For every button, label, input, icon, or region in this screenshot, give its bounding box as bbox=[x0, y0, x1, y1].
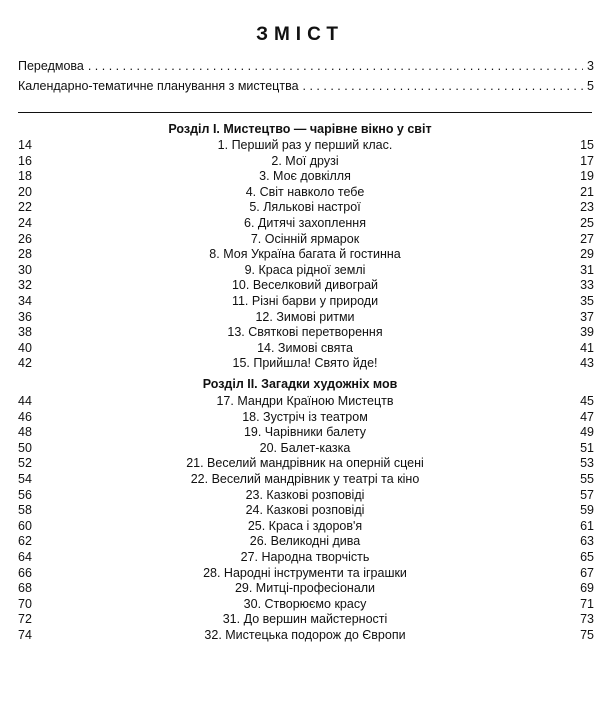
page-number-right: 29 bbox=[580, 247, 594, 262]
page-number-right: 21 bbox=[580, 184, 594, 199]
page-number-left: 64 bbox=[18, 550, 32, 564]
lesson-topic: 32. Мистецька подорож до Європи bbox=[204, 628, 406, 642]
page-number-right: 23 bbox=[580, 200, 594, 215]
dot-leader bbox=[88, 57, 583, 75]
toc-row bbox=[18, 549, 594, 565]
page-number-right: 17 bbox=[580, 153, 594, 168]
lesson-topic: 8. Моя Україна багата й гостинна bbox=[209, 247, 401, 262]
toc-row bbox=[18, 277, 594, 293]
lesson-topic: 27. Народна творчість bbox=[240, 550, 370, 564]
page-number-right: 53 bbox=[580, 456, 594, 471]
page-number-right: 49 bbox=[580, 425, 594, 440]
toc-row bbox=[18, 440, 594, 456]
page-number-left: 36 bbox=[18, 309, 32, 324]
toc-row bbox=[18, 393, 594, 409]
page-number-left: 32 bbox=[18, 278, 32, 293]
front-matter-label: Календарно-тематичне планування з мистецтва bbox=[18, 79, 299, 93]
page-number-left: 50 bbox=[18, 440, 32, 455]
toc-row bbox=[18, 293, 594, 309]
page-number-right: 31 bbox=[580, 262, 595, 277]
toc-row bbox=[18, 168, 594, 184]
page-number-right: 59 bbox=[580, 503, 594, 518]
front-matter-page: 3 bbox=[587, 59, 594, 73]
page-number-right: 73 bbox=[580, 612, 595, 627]
lesson-topic: 21. Веселий мандрівник на оперній сцені bbox=[186, 456, 424, 471]
lesson-topic: 28. Народні інструменти та іграшки bbox=[203, 565, 407, 580]
page-number-left: 14 bbox=[18, 138, 32, 152]
page-number-right: 19 bbox=[580, 169, 594, 184]
page-number-right: 57 bbox=[580, 487, 594, 502]
page-number-right: 25 bbox=[580, 216, 594, 230]
page-number-left: 38 bbox=[18, 325, 32, 340]
dot-leader bbox=[303, 77, 584, 95]
toc-row bbox=[18, 455, 594, 471]
toc-row bbox=[18, 215, 594, 231]
page-number-left: 52 bbox=[18, 456, 32, 471]
page-number-left: 34 bbox=[18, 294, 32, 308]
section-title: Розділ І. Мистецтво — чарівне вікно у світ bbox=[168, 122, 432, 136]
toc-row bbox=[18, 533, 594, 549]
lesson-topic: 29. Митці-професіонали bbox=[234, 581, 376, 596]
divider bbox=[18, 112, 592, 113]
toc-row bbox=[18, 502, 594, 518]
lesson-topic: 14. Зимові свята bbox=[257, 340, 353, 355]
toc-row bbox=[18, 471, 594, 487]
lesson-topic: 10. Веселковий дивограй bbox=[231, 278, 379, 293]
lesson-topic: 5. Лялькові настрої bbox=[249, 200, 361, 215]
lesson-topic: 12. Зимові ритми bbox=[255, 309, 355, 324]
page-number-left: 44 bbox=[18, 394, 32, 408]
toc-row bbox=[18, 262, 594, 278]
page-number-right: 41 bbox=[580, 340, 594, 355]
lesson-topic: 18. Зустріч із театром bbox=[242, 409, 368, 424]
page-number-left: 30 bbox=[18, 262, 32, 277]
lesson-topic: 15. Прийшла! Свято йде! bbox=[232, 356, 378, 371]
page-number-right: 71 bbox=[580, 596, 594, 611]
page-number-right: 45 bbox=[580, 394, 594, 408]
front-matter-row bbox=[18, 57, 594, 75]
page-number-right: 51 bbox=[580, 440, 594, 455]
front-matter-page: 5 bbox=[587, 79, 594, 93]
page-number-left: 18 bbox=[18, 169, 32, 184]
page-number-right: 27 bbox=[580, 231, 595, 246]
lesson-topic: 26. Великодні дива bbox=[249, 534, 361, 549]
lesson-topic: 7. Осінній ярмарок bbox=[250, 231, 360, 246]
page-number-left: 26 bbox=[18, 231, 32, 246]
toc-row bbox=[18, 355, 594, 371]
page-number-left: 70 bbox=[18, 596, 32, 611]
page-number-left: 28 bbox=[18, 247, 32, 262]
section-title: Розділ ІІ. Загадки художніх мов bbox=[202, 377, 398, 391]
page-number-left: 20 bbox=[18, 184, 32, 199]
page-number-left: 48 bbox=[18, 425, 32, 440]
lesson-topic: 30. Створюємо красу bbox=[243, 596, 367, 611]
page-number-left: 56 bbox=[18, 487, 32, 502]
toc-row bbox=[18, 246, 594, 262]
toc-row bbox=[18, 309, 594, 325]
page-number-right: 61 bbox=[580, 518, 594, 533]
page-number-left: 74 bbox=[18, 628, 32, 642]
page-number-left: 24 bbox=[18, 216, 32, 230]
lesson-topic: 19. Чарівники балету bbox=[243, 425, 367, 440]
lesson-topic: 11. Різні барви у природи bbox=[231, 294, 379, 308]
page-number-left: 22 bbox=[18, 200, 32, 215]
lesson-topic: 9. Краса рідної землі bbox=[244, 262, 366, 277]
toc-row bbox=[18, 231, 594, 247]
toc-row bbox=[18, 627, 594, 643]
toc-row bbox=[18, 184, 594, 200]
page-number-right: 69 bbox=[580, 581, 594, 596]
lesson-topic: 6. Дитячі захоплення bbox=[244, 216, 366, 230]
toc-row bbox=[18, 324, 594, 340]
lesson-topic: 4. Світ навколо тебе bbox=[245, 184, 365, 199]
lesson-topic: 1. Перший раз у перший клас. bbox=[217, 138, 393, 152]
page-number-right: 35 bbox=[580, 294, 594, 308]
page-number-left: 62 bbox=[18, 534, 32, 549]
page-number-left: 60 bbox=[18, 518, 32, 533]
toc-row bbox=[18, 199, 594, 215]
page-number-right: 47 bbox=[580, 409, 594, 424]
toc-row bbox=[18, 487, 594, 503]
page-title: ЗМІСТ bbox=[256, 24, 344, 45]
toc-row bbox=[18, 137, 594, 153]
page-number-left: 54 bbox=[18, 472, 32, 486]
lesson-topic: 17. Мандри Країною Мистецтв bbox=[216, 394, 394, 408]
lesson-topic: 13. Святкові перетворення bbox=[227, 325, 383, 340]
page-number-right: 37 bbox=[580, 309, 594, 324]
page-number-right: 67 bbox=[580, 565, 594, 580]
page-number-right: 43 bbox=[580, 356, 595, 371]
page-number-left: 72 bbox=[18, 612, 32, 627]
page-number-right: 39 bbox=[580, 325, 595, 340]
front-matter-row bbox=[18, 77, 594, 95]
lesson-topic: 31. До вершин майстерності bbox=[222, 612, 388, 627]
page-number-left: 42 bbox=[18, 356, 32, 371]
toc-row bbox=[18, 340, 594, 356]
front-matter-label: Передмова bbox=[18, 59, 84, 73]
page-number-left: 16 bbox=[18, 153, 32, 168]
page-number-left: 68 bbox=[18, 581, 32, 596]
page-number-right: 65 bbox=[580, 550, 594, 564]
lesson-topic: 20. Балет-казка bbox=[259, 440, 351, 455]
toc-row bbox=[18, 424, 594, 440]
toc-row bbox=[18, 611, 594, 627]
page-number-right: 55 bbox=[580, 472, 595, 486]
page-number-left: 46 bbox=[18, 409, 32, 424]
toc-row bbox=[18, 596, 594, 612]
page-number-right: 33 bbox=[580, 278, 595, 293]
lesson-topic: 25. Краса і здоров'я bbox=[247, 518, 363, 533]
page-number-right: 15 bbox=[580, 138, 595, 152]
page-number-left: 58 bbox=[18, 503, 32, 518]
lesson-topic: 24. Казкові розповіді bbox=[245, 503, 365, 518]
page-number-right: 75 bbox=[580, 628, 595, 642]
toc-row bbox=[18, 409, 594, 425]
toc-row bbox=[18, 565, 594, 581]
lesson-topic: 22. Веселий мандрівник у театрі та кіно bbox=[190, 472, 420, 486]
toc-row bbox=[18, 580, 594, 596]
page-number-right: 63 bbox=[580, 534, 594, 549]
page-number-left: 66 bbox=[18, 565, 32, 580]
lesson-topic: 23. Казкові розповіді bbox=[245, 487, 365, 502]
page-number-left: 40 bbox=[18, 340, 32, 355]
toc-row bbox=[18, 518, 594, 534]
toc-row bbox=[18, 153, 594, 169]
lesson-topic: 3. Моє довкілля bbox=[259, 169, 351, 184]
lesson-topic: 2. Мої друзі bbox=[271, 153, 339, 168]
